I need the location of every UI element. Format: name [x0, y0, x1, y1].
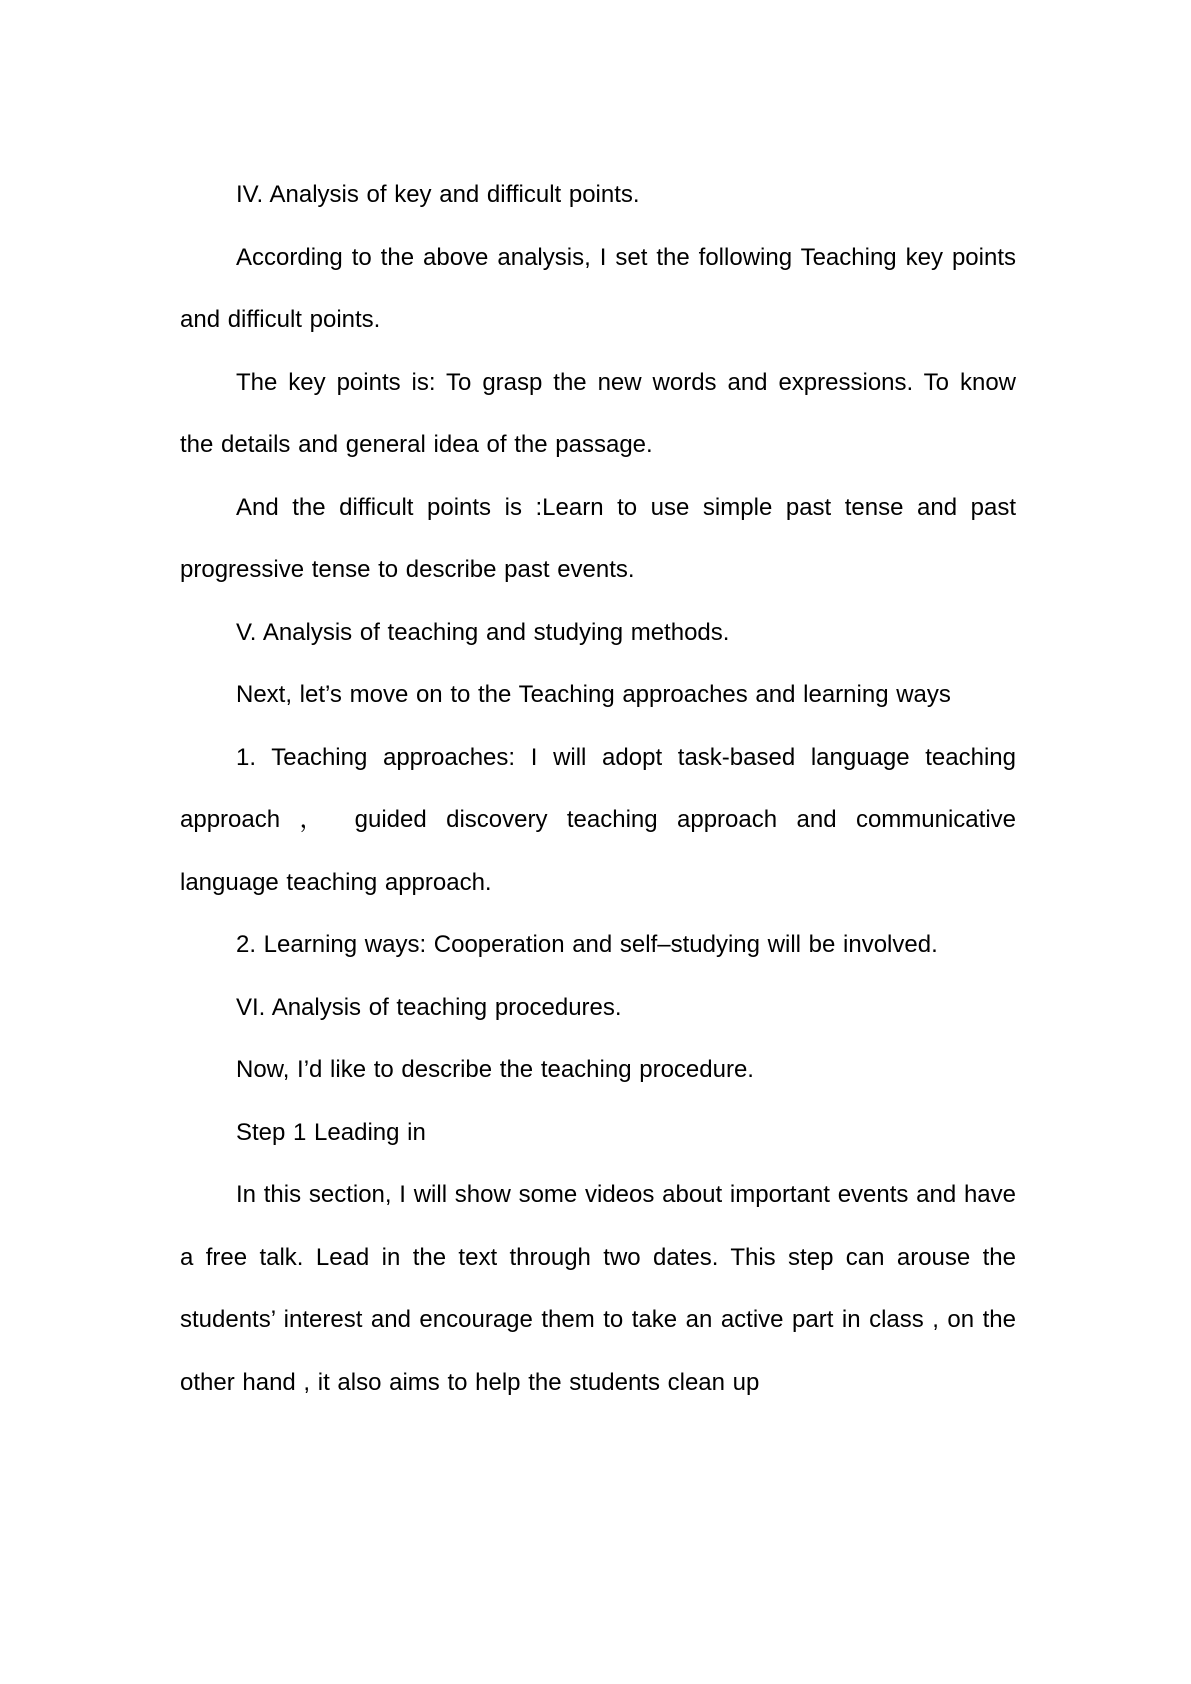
section-heading-vi: VI. Analysis of teaching procedures.: [236, 993, 622, 1021]
section-heading-iv: IV. Analysis of key and difficult points.: [236, 181, 640, 208]
paragraph-teaching-approaches: 1. Teaching approaches: I will adopt task-based language teaching approach ， guided discovery teaching approach and communicative language teaching approach.: [180, 743, 1016, 896]
paragraph-methods-intro: Next, let’s move on to the Teaching approaches and learning ways: [236, 681, 951, 708]
paragraph-leading-in: In this section, I will show some videos about important events and have a free talk. Lead in the text through two dates. This step can arouse the students’ interest and encourage them to take an active part in class , on the other hand , it also aims to help the students clean up: [180, 1181, 1016, 1396]
paragraph-learning-ways: 2. Learning ways: Cooperation and self–studying will be involved.: [236, 931, 938, 958]
step-heading-leading-in: Step 1 Leading in: [236, 1118, 426, 1146]
section-heading-v: V. Analysis of teaching and studying methods.: [236, 618, 730, 646]
paragraph-difficult-points: And the difficult points is :Learn to use simple past tense and past progressive tense to describe past events.: [180, 493, 1016, 583]
paragraph-procedure-intro: Now, I’d like to describe the teaching procedure.: [236, 1056, 754, 1083]
paragraph-key-points: The key points is: To grasp the new words and expressions. To know the details and general idea of the passage.: [180, 368, 1016, 458]
document-body: [180, 164, 1016, 1414]
paragraph-key-points-intro: According to the above analysis, I set the following Teaching key points and difficult points.: [180, 243, 1016, 333]
